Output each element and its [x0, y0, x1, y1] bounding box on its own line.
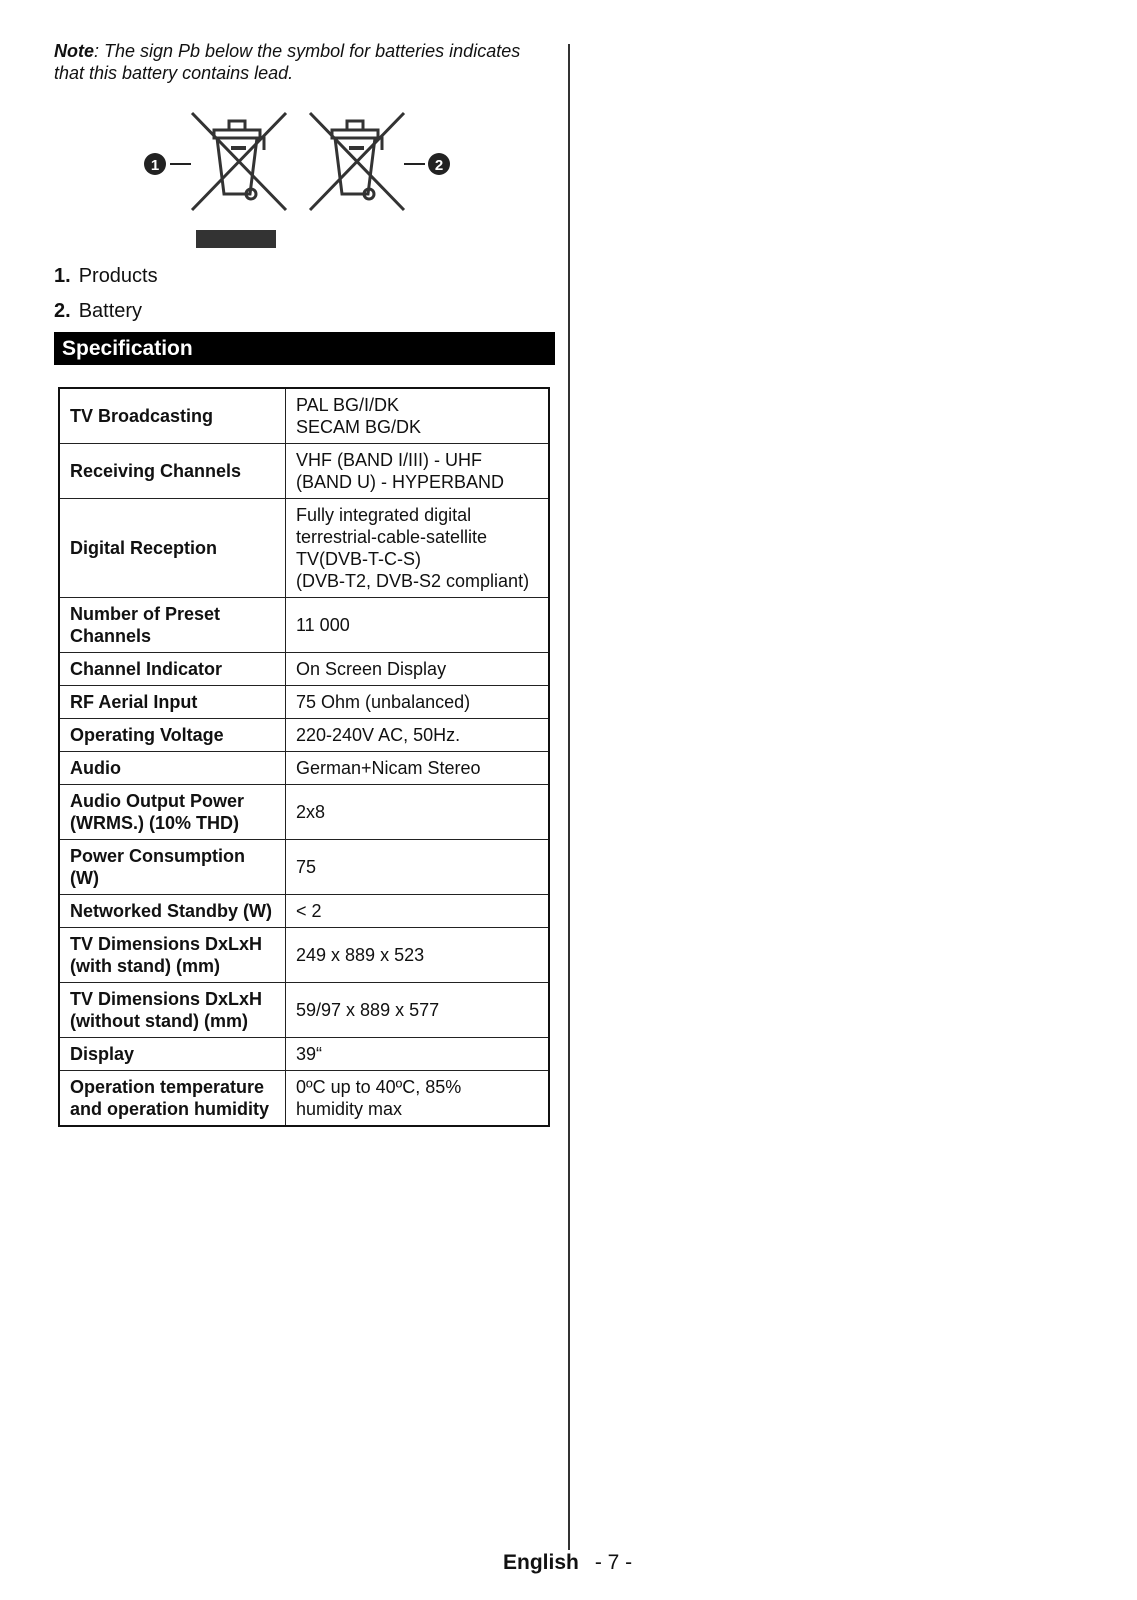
- table-row: [59, 653, 549, 686]
- list-item: [54, 262, 554, 297]
- callout-1-number: 1: [150, 157, 160, 174]
- table-row: [59, 1038, 549, 1071]
- callout-2-number: 2: [434, 157, 444, 174]
- spec-value: 0ºC up to 40ºC, 85% humidity max: [286, 1071, 550, 1127]
- crossed-out-wheelie-bin-icon: [192, 113, 286, 210]
- spec-value: 220-240V AC, 50Hz.: [286, 719, 550, 752]
- table-row: [59, 983, 549, 1038]
- spec-label: TV Dimensions DxLxH (without stand) (mm): [59, 983, 286, 1038]
- table-row: [59, 840, 549, 895]
- table-row: [59, 1071, 549, 1127]
- specification-table: [58, 387, 550, 1127]
- table-row: [59, 719, 549, 752]
- footer-language: English: [503, 1551, 579, 1574]
- list-item-number: 2.: [54, 300, 71, 322]
- list-item-label: Battery: [78, 300, 143, 322]
- spec-value: German+Nicam Stereo: [286, 752, 550, 785]
- table-row: [59, 785, 549, 840]
- battery-note: [54, 40, 554, 84]
- spec-label: Channel Indicator: [59, 653, 286, 686]
- list-item: [54, 297, 554, 332]
- page-number: - 7 -: [594, 1551, 633, 1574]
- crossed-out-wheelie-bin-icon: [310, 113, 404, 210]
- spec-label: RF Aerial Input: [59, 686, 286, 719]
- spec-value: Fully integrated digital terrestrial-cable-satellite TV(DVB-T-C-S) (DVB-T2, DVB-S2 compliant): [286, 499, 550, 598]
- spec-value: 2x8: [286, 785, 550, 840]
- left-column: [54, 40, 554, 1127]
- table-row: [59, 928, 549, 983]
- spec-value: 39“: [286, 1038, 550, 1071]
- section-heading: Specification: [54, 332, 555, 365]
- table-row: [59, 444, 549, 499]
- spec-label: Receiving Channels: [59, 444, 286, 499]
- spec-label: Audio Output Power (WRMS.) (10% THD): [59, 785, 286, 840]
- table-row: [59, 388, 549, 444]
- spec-value: VHF (BAND I/III) - UHF (BAND U) - HYPERBAND: [286, 444, 550, 499]
- spec-label: Operating Voltage: [59, 719, 286, 752]
- page-footer: [503, 1551, 632, 1575]
- spec-label: TV Broadcasting: [59, 388, 286, 444]
- list-item-number: 1.: [54, 265, 71, 287]
- black-bar: [196, 230, 276, 248]
- table-row: [59, 752, 549, 785]
- column-divider: [568, 44, 570, 1550]
- spec-value: < 2: [286, 895, 550, 928]
- table-row: [59, 686, 549, 719]
- symbol-legend-list: [54, 262, 554, 332]
- spec-label: Operation temperature and operation humidity: [59, 1071, 286, 1127]
- callout-1: [144, 153, 191, 175]
- table-row: [59, 598, 549, 653]
- callout-2: [404, 153, 450, 175]
- spec-label: Networked Standby (W): [59, 895, 286, 928]
- table-row: [59, 499, 549, 598]
- spec-label: TV Dimensions DxLxH (with stand) (mm): [59, 928, 286, 983]
- spec-value: On Screen Display: [286, 653, 550, 686]
- note-text: : The sign Pb below the symbol for batteries indicates that this battery contains lead.: [54, 41, 521, 83]
- spec-value: 11 000: [286, 598, 550, 653]
- spec-value: 59/97 x 889 x 577: [286, 983, 550, 1038]
- spec-value: 249 x 889 x 523: [286, 928, 550, 983]
- spec-label: Audio: [59, 752, 286, 785]
- table-row: [59, 895, 549, 928]
- note-label: Note: [54, 41, 94, 61]
- spec-value: PAL BG/I/DK SECAM BG/DK: [286, 388, 550, 444]
- spec-label: Digital Reception: [59, 499, 286, 598]
- spec-value: 75: [286, 840, 550, 895]
- list-item-label: Products: [78, 265, 158, 287]
- spec-label: Display: [59, 1038, 286, 1071]
- weee-symbols-graphic: [54, 88, 554, 248]
- spec-label: Power Consumption (W): [59, 840, 286, 895]
- spec-label: Number of Preset Channels: [59, 598, 286, 653]
- spec-value: 75 Ohm (unbalanced): [286, 686, 550, 719]
- weee-symbols: [54, 88, 554, 248]
